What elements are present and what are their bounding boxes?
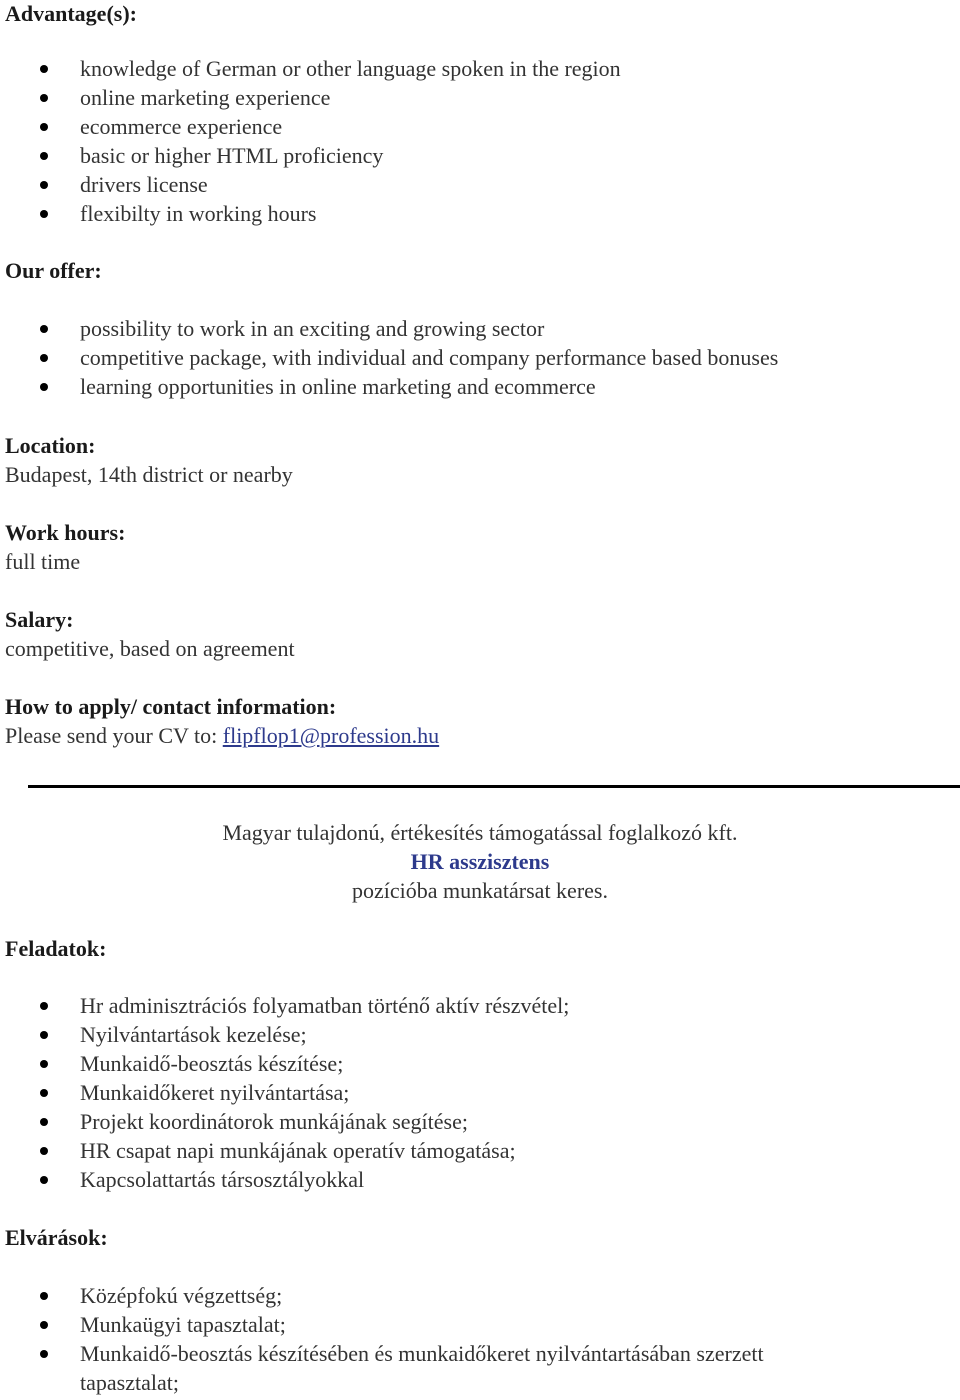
position-title: HR asszisztens [410,849,550,874]
section-divider [28,785,960,788]
bullet-icon [40,1350,48,1358]
list-item: drivers license [0,171,621,200]
list-item: Munkaidőkeret nyilvántartása; [0,1079,569,1108]
list-item: Nyilvántartások kezelése; [0,1021,569,1050]
list-item: competitive package, with individual and company performance based bonuses [0,344,778,373]
bullet-icon [40,1002,48,1010]
list-item: Hr adminisztrációs folyamatban történő aktív részvétel; [0,992,569,1021]
list-item: basic or higher HTML proficiency [0,142,621,171]
list-item: ecommerce experience [0,113,621,142]
bullet-icon [40,181,48,189]
bullet-icon [40,123,48,131]
list-item: Munkaügyi tapasztalat; [0,1311,764,1340]
list-item: possibility to work in an exciting and growing sector [0,315,778,344]
bullet-icon [40,152,48,160]
tasks-list [0,992,569,1195]
bullet-icon [40,383,48,391]
salary-value: competitive, based on agreement [5,636,295,661]
bullet-icon [40,325,48,333]
list-item: flexibilty in working hours [0,200,621,229]
bullet-icon [40,210,48,218]
list-item: Középfokú végzettség; [0,1282,764,1311]
salary-heading: Salary: [5,607,74,632]
list-item: Kapcsolattartás társosztályokkal [0,1166,569,1195]
work-hours-value: full time [5,549,81,574]
list-item: Munkaidő-beosztás készítése; [0,1050,569,1079]
apply-prefix: Please send your CV to: [5,723,223,748]
list-item: Projekt koordinátorok munkájának segítése; [0,1108,569,1137]
bullet-icon [40,1292,48,1300]
bullet-icon [40,1031,48,1039]
offer-list [0,315,778,402]
bullet-icon [40,65,48,73]
location-heading: Location: [5,433,96,458]
location-value: Budapest, 14th district or nearby [5,462,293,487]
list-item: HR csapat napi munkájának operatív támogatása; [0,1137,569,1166]
bullet-icon [40,1147,48,1155]
advantages-list [0,55,621,229]
position-tagline: pozícióba munkatársat keres. [352,878,608,903]
email-link[interactable]: flipflop1@profession.hu [222,723,440,748]
list-item: knowledge of German or other language spoken in the region [0,55,621,84]
apply-line [5,722,439,750]
list-item: online marketing experience [0,84,621,113]
bullet-icon [40,1089,48,1097]
work-hours-heading: Work hours: [5,520,126,545]
requirements-heading: Elvárások: [5,1225,108,1250]
tasks-heading: Feladatok: [5,936,107,961]
advantages-heading: Advantage(s): [5,1,137,26]
apply-heading: How to apply/ contact information: [5,694,337,719]
requirements-list [0,1282,764,1398]
bullet-icon [40,1176,48,1184]
bullet-icon [40,1321,48,1329]
bullet-icon [40,94,48,102]
list-item: learning opportunities in online marketing and ecommerce [0,373,778,402]
list-item-continuation: tapasztalat; [80,1370,179,1395]
company-line: Magyar tulajdonú, értékesítés támogatással foglalkozó kft. [222,820,738,845]
bullet-icon [40,354,48,362]
offer-heading: Our offer: [5,258,102,283]
list-item: Munkaidő-beosztás készítésében és munkaidőkeret nyilvántartásában szerzett [0,1340,764,1369]
bullet-icon [40,1118,48,1126]
bullet-icon [40,1060,48,1068]
